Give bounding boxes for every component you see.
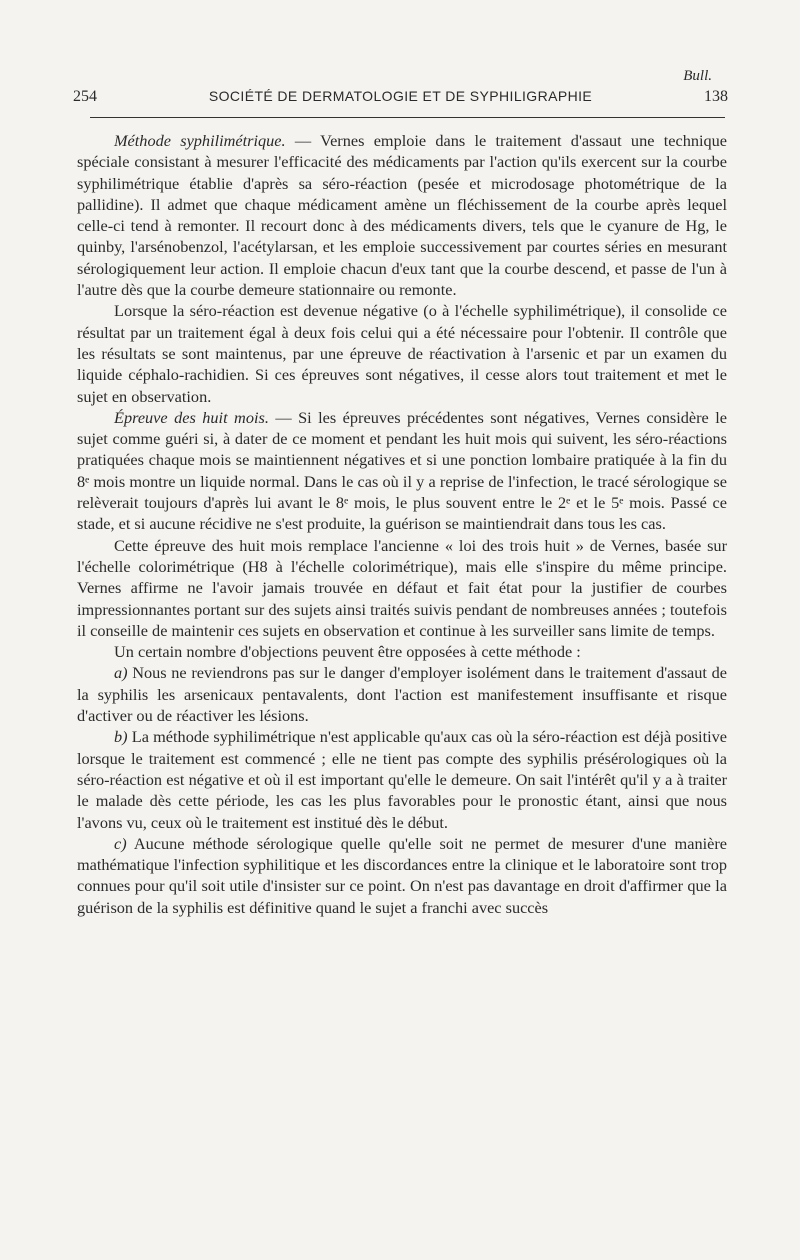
page-number-left: 254 bbox=[73, 88, 97, 105]
paragraph bbox=[77, 833, 727, 918]
page-number-right: 138 bbox=[704, 88, 728, 105]
paragraph-lead: b) bbox=[114, 727, 128, 747]
paragraph bbox=[77, 535, 727, 641]
paragraph-lead: c) bbox=[114, 833, 127, 853]
paragraph bbox=[77, 300, 727, 406]
paragraph bbox=[77, 130, 727, 300]
paragraph bbox=[77, 726, 727, 832]
paragraph-text: — Si les épreuves précédentes sont négatives, Vernes considère le sujet comme guéri si, à dater de ce moment et pendant les huit mois qui suivent, les séro-réactions pratiquées chaque mois se maintiennent négatives et si une ponction lombaire pratiquée à la fin du 8ᵉ mois montre un liquide normal. Dans le cas où il y a reprise de l'infection, le tracé sérologique se relèverait toujours d'après lui avant le 8ᵉ mois, le plus souvent entre le 2ᵉ et le 5ᵉ mois. Passé ce stade, et si aucune récidive ne s'est produite, la guérison se maintiendrait dans tous les cas. bbox=[77, 407, 727, 534]
paragraph-lead: a) bbox=[114, 663, 128, 683]
paragraph-lead: Épreuve des huit mois. bbox=[114, 407, 269, 427]
paragraph-text: La méthode syphilimétrique n'est applicable qu'aux cas où la séro-réaction est déjà positive lorsque le traitement est commencé ; elle ne tient pas compte des syphilis présérologiques où la séro-réaction est négative et où il est important qu'elle le demeure. On sait l'intérêt qu'il y a à traiter le malade dès cette période, les cas les plus favorables pour le pronostic étant, ainsi que nous l'avons vu, ceux où le traitement est institué dès le début. bbox=[77, 727, 727, 832]
paragraph-text: Lorsque la séro-réaction est devenue négative (o à l'échelle syphilimétrique), il consolide ce résultat par un traitement égal à deux fois celui qui a été nécessaire pour l'obtenir. Il contrôle que les résultats se sont maintenus, par une épreuve de réactivation à l'arsenic et par un examen du liquide céphalo-rachidien. Si ces épreuves sont négatives, il cesse alors tout traitement et met le sujet en observation. bbox=[77, 301, 727, 406]
paragraph-lead: Méthode syphilimétrique. bbox=[114, 131, 286, 150]
bulletin-label: Bull. bbox=[683, 68, 712, 84]
running-header bbox=[73, 88, 728, 106]
paragraph-text: Cette épreuve des huit mois remplace l'ancienne « loi des trois huit » de Vernes, basée sur l'échelle colorimétrique (H8 à l'échelle colorimétrique), mais elle s'inspire du même principe. Vernes affirme ne l'avoir jamais trouvée en défaut et fait état pour la justifier de courbes impressionnantes portant sur des sujets ainsi traités suivis pendant de nombreuses années ; toutefois il conseille de maintenir ces sujets en observation et continue à les surveiller sans limite de temps. bbox=[77, 535, 727, 640]
body-text bbox=[77, 130, 727, 918]
paragraph bbox=[77, 641, 727, 662]
paragraph-text: Nous ne reviendrons pas sur le danger d'employer isolément dans le traitement d'assaut de la syphilis les arsenicaux pentavalents, dont l'action est manifestement insuffisante et risque d'activer ou de réactiver les lésions. bbox=[77, 663, 727, 726]
paragraph-text: Aucune méthode sérologique quelle qu'elle soit ne permet de mesurer d'une manière mathématique l'infection syphilitique et les discordances entre la clinique et le laboratoire sont trop connues pour qu'il soit utile d'insister sur ce point. On n'est pas davantage en droit d'affirmer que la guérison de la syphilis est définitive quand le sujet a franchi avec succès bbox=[77, 833, 727, 917]
header-rule bbox=[90, 117, 725, 118]
paragraph bbox=[77, 662, 727, 726]
paragraph bbox=[77, 407, 727, 535]
paragraph-text: — Vernes emploie dans le traitement d'assaut une technique spéciale consistant à mesurer l'efficacité des médicaments par l'action qu'ils exercent sur la courbe syphilimétrique établie d'après sa séro-réaction (pesée et microdosage photométrique de la pallidine). Il admet que chaque médicament amène un fléchissement de la courbe après lequel celle-ci tend à remonter. Il recourt donc à des médicaments divers, tels que le cyanure de Hg, le quinby, l'arsénobenzol, l'acétylarsan, et les emploie successivement par courtes séries en mesurant sérologiquement leur action. Il emploie chacun d'eux tant que la courbe descend, et passe de l'un à l'autre dès que la courbe demeure stationnaire ou remonte. bbox=[77, 131, 728, 300]
paragraph-text: Un certain nombre d'objections peuvent être opposées à cette méthode : bbox=[114, 642, 581, 662]
journal-title: SOCIÉTÉ DE DERMATOLOGIE ET DE SYPHILIGRAPHIE bbox=[208, 88, 593, 104]
